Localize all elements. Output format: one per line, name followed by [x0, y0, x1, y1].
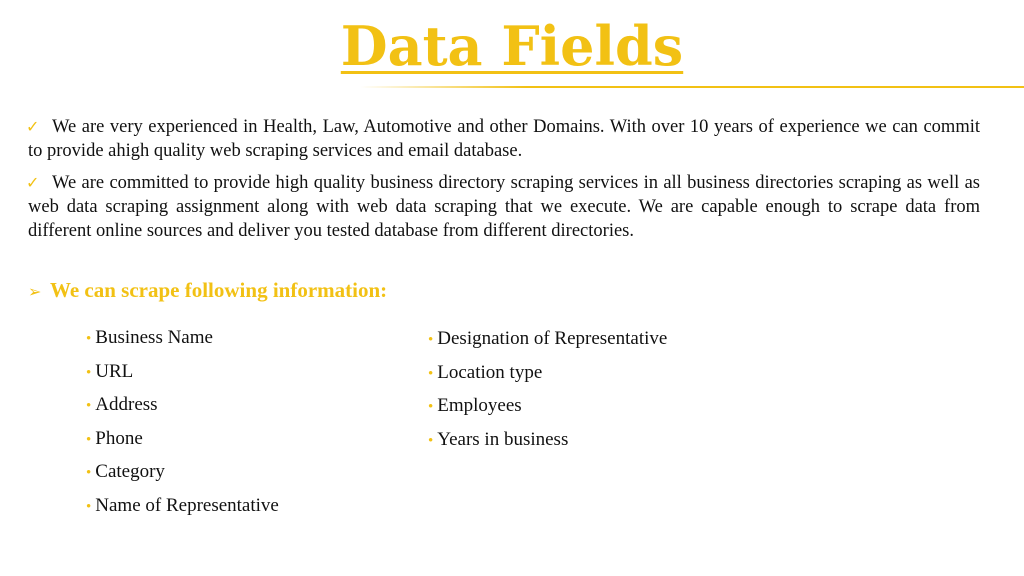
dot-icon: •: [428, 332, 434, 348]
list-item: [86, 423, 279, 457]
list-item-label: Designation of Representative: [437, 328, 668, 349]
dot-icon: •: [428, 399, 434, 415]
list-item-label: Name of Representative: [95, 494, 279, 516]
checkmark-icon: ✓: [26, 173, 40, 192]
list-item: [86, 389, 279, 423]
list-item-label: URL: [95, 360, 134, 382]
dot-icon: •: [86, 431, 92, 448]
list-item: [86, 490, 279, 524]
paragraph-text: We are committed to provide high quality business directory scraping services in all business directories scraping as well as web data scraping assignment along with web data scraping that we execute. We are capable enough to scrape data from different online sources and deliver you tested database from different directories.: [28, 173, 980, 241]
checkmark-icon: ✓: [26, 117, 40, 136]
dot-icon: •: [428, 432, 434, 449]
fields-list-right: [428, 323, 667, 457]
list-item: [86, 456, 279, 490]
list-item: [428, 323, 667, 357]
fields-list-left: [86, 322, 279, 523]
list-item: [428, 424, 667, 458]
list-item-label: Business Name: [95, 327, 213, 348]
list-item: [428, 390, 667, 424]
list-item: [86, 322, 279, 356]
dot-icon: •: [86, 331, 92, 347]
list-item: [428, 357, 667, 391]
dot-icon: •: [86, 498, 92, 515]
list-item-label: Category: [95, 461, 165, 482]
arrow-right-icon: ➢: [28, 282, 42, 301]
subheading-text: We can scrape following information:: [50, 278, 388, 302]
title-divider: [360, 86, 1024, 88]
dot-icon: •: [86, 465, 92, 481]
list-item: [86, 356, 279, 390]
dot-icon: •: [86, 398, 92, 414]
list-item-label: Phone: [95, 427, 143, 449]
subheading: [28, 276, 387, 306]
page-title: [0, 14, 1024, 78]
page-title-text: Data Fields: [340, 14, 684, 78]
paragraph-experience: [28, 115, 980, 163]
list-item-label: Years in business: [437, 428, 569, 450]
dot-icon: •: [86, 364, 92, 381]
list-item-label: Employees: [437, 395, 522, 416]
paragraph-commitment: [28, 171, 980, 243]
paragraph-text: We are very experienced in Health, Law, Automotive and other Domains. With over 10 years of experience we can commit to provide ahigh quality web scraping services and email database.: [28, 117, 980, 161]
list-item-label: Address: [95, 394, 158, 415]
list-item-label: Location type: [437, 361, 543, 383]
dot-icon: •: [428, 365, 434, 382]
